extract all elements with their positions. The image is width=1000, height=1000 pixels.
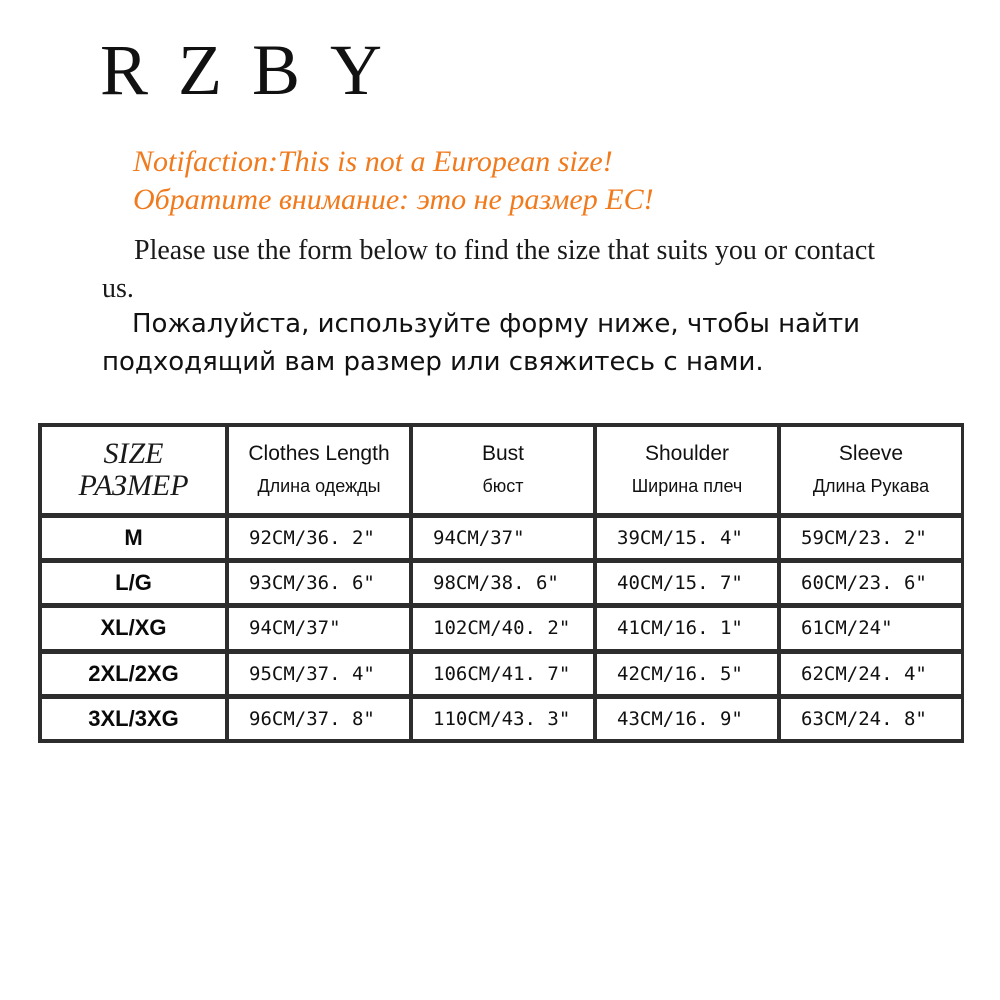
column-header-sleeve bbox=[781, 427, 961, 513]
table-cell: 106CM/41. 7" bbox=[413, 654, 593, 694]
size-label-xl: XL/XG bbox=[42, 608, 225, 648]
table-cell: 41CM/16. 1" bbox=[597, 608, 777, 648]
table-cell: 110CM/43. 3" bbox=[413, 699, 593, 739]
table-cell: 98CM/38. 6" bbox=[413, 563, 593, 603]
table-cell: 63CM/24. 8" bbox=[781, 699, 961, 739]
column-header-en: Clothes Length bbox=[248, 442, 390, 465]
size-header-en: SIZE bbox=[103, 437, 164, 470]
table-cell: 42CM/16. 5" bbox=[597, 654, 777, 694]
column-header-shoulder bbox=[597, 427, 777, 513]
brand-logo: RZBY bbox=[100, 30, 413, 110]
column-header-en: Shoulder bbox=[644, 442, 730, 465]
table-cell: 59CM/23. 2" bbox=[781, 518, 961, 558]
notice-russian: Обратите внимание: это не размер ЕС! bbox=[133, 183, 654, 216]
column-header-ru: Ширина плеч bbox=[631, 476, 743, 496]
size-notice bbox=[133, 143, 654, 219]
size-label-m: M bbox=[42, 518, 225, 558]
column-header-ru: Длина одежды bbox=[257, 476, 381, 496]
table-cell: 39CM/15. 4" bbox=[597, 518, 777, 558]
size-header-cell bbox=[42, 427, 225, 513]
notice-english: Notifaction:This is not a European size! bbox=[133, 145, 613, 178]
table-cell: 61CM/24" bbox=[781, 608, 961, 648]
size-table bbox=[38, 423, 964, 743]
table-cell: 92CM/36. 2" bbox=[229, 518, 409, 558]
table-cell: 95CM/37. 4" bbox=[229, 654, 409, 694]
table-cell: 60CM/23. 6" bbox=[781, 563, 961, 603]
table-cell: 43CM/16. 9" bbox=[597, 699, 777, 739]
column-header-ru: Длина Рукава bbox=[812, 476, 930, 496]
table-cell: 94CM/37" bbox=[413, 518, 593, 558]
column-header-ru: бюст bbox=[482, 476, 524, 496]
intro-russian: Пожалуйста, используйте форму ниже, чтобы найти подходящий вам размер или свяжитесь с нами. bbox=[102, 309, 861, 377]
size-label-3xl: 3XL/3XG bbox=[42, 699, 225, 739]
size-header-ru: РАЗМЕР bbox=[78, 469, 189, 502]
column-header-length bbox=[229, 427, 409, 513]
table-cell: 96CM/37. 8" bbox=[229, 699, 409, 739]
table-cell: 93CM/36. 6" bbox=[229, 563, 409, 603]
table-cell: 40CM/15. 7" bbox=[597, 563, 777, 603]
column-header-en: Sleeve bbox=[838, 442, 904, 465]
size-label-l: L/G bbox=[42, 563, 225, 603]
table-cell: 62CM/24. 4" bbox=[781, 654, 961, 694]
table-cell: 94CM/37" bbox=[229, 608, 409, 648]
column-header-en: Bust bbox=[481, 442, 525, 465]
size-table-grid bbox=[42, 427, 960, 739]
size-label-2xl: 2XL/2XG bbox=[42, 654, 225, 694]
column-header-bust bbox=[413, 427, 593, 513]
intro-english: Please use the form below to find the size that suits you or contact us. bbox=[102, 235, 876, 304]
table-cell: 102CM/40. 2" bbox=[413, 608, 593, 648]
